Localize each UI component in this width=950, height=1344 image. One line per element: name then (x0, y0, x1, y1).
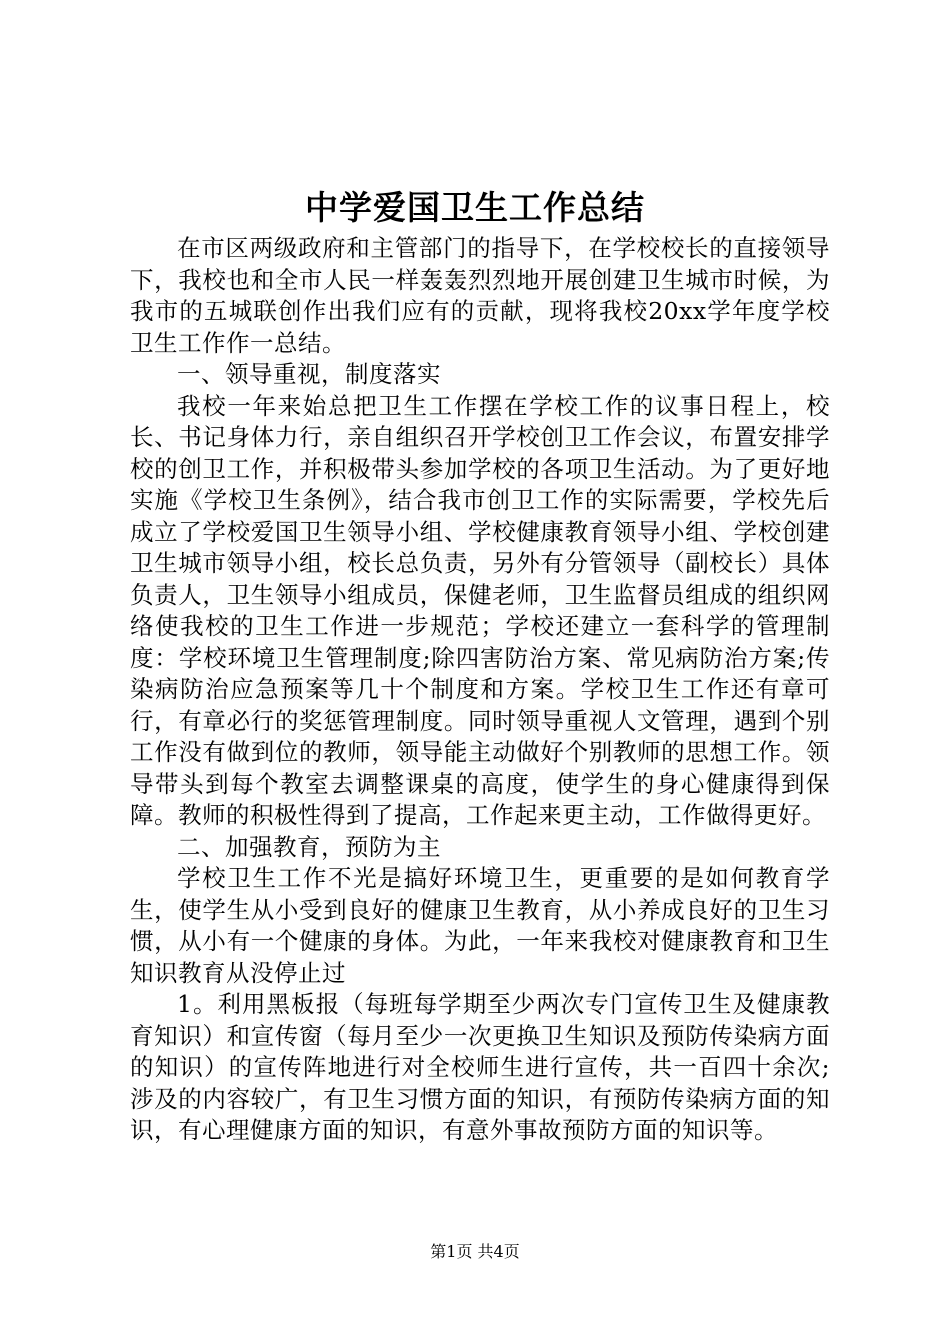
section-heading-2: 二、加强教育，预防为主 (177, 832, 441, 861)
document-body (130, 233, 830, 1147)
document-title: 中学爱国卫生工作总结 (305, 188, 645, 227)
paragraph-section-2: 学校卫生工作不光是搞好环境卫生，更重要的是如何教育学生，使学生从小受到良好的健康卫生教育，从小养成良好的卫生习惯，从小有一个健康的身体。为此，一年来我校对健康教育和卫生知识教育从没停止过 (130, 864, 830, 987)
page-footer: 第1页 共4页 (430, 1242, 520, 1261)
paragraph-item-1: 1。利用黑板报（每班每学期至少两次专门宣传卫生及健康教育知识）和宣传窗（每月至少一次更换卫生知识及预防传染病方面的知识）的宣传阵地进行对全校师生进行宣传，共一百四十余次;涉及的内容较广，有卫生习惯方面的知识，有预防传染病方面的知识，有心理健康方面的知识，有意外事故预防方面的知识等。 (130, 990, 830, 1144)
paragraph-section-1: 我校一年来始总把卫生工作摆在学校工作的议事日程上，校长、书记身体力行，亲自组织召开学校创卫工作会议，布置安排学校的创卫工作，并积极带头参加学校的各项卫生活动。为了更好地实施《学校卫生条例》，结合我市创卫工作的实际需要，学校先后成立了学校爱国卫生领导小组、学校健康教育领导小组、学校创建卫生城市领导小组，校长总负责，另外有分管领导（副校长）具体负责人，卫生领导小组成员，保健老师，卫生监督员组成的组织网络使我校的卫生工作进一步规范；学校还建立一套科学的管理制度：学校环境卫生管理制度;除四害防治方案、常见病防治方案;传染病防治应急预案等几十个制度和方案。学校卫生工作还有章可行，有章必行的奖惩管理制度。同时领导重视人文管理，遇到个别工作没有做到位的教师，领导能主动做好个别教师的思想工作。领导带头到每个教室去调整课桌的高度，使学生的身心健康得到保障。教师的积极性得到了提高，工作起来更主动，工作做得更好。 (130, 391, 830, 829)
section-heading-1: 一、领导重视，制度落实 (177, 360, 441, 388)
paragraph-intro: 在市区两级政府和主管部门的指导下，在学校校长的直接领导下，我校也和全市人民一样轰轰烈烈地开展创建卫生城市时候，为我市的五城联创作出我们应有的贡献，现将我校20xx学年度学校卫生工作作一总结。 (130, 234, 830, 357)
